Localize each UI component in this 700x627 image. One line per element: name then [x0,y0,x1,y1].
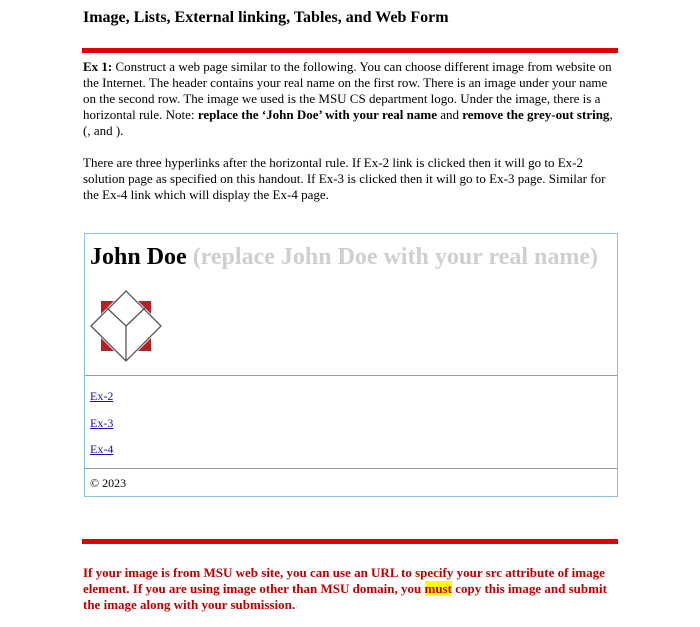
example-page-frame [84,233,618,497]
bottom-red-rule [82,539,618,544]
top-red-rule [82,48,618,53]
ex-3-link[interactable]: Ex-3 [90,416,114,430]
example-horizontal-rule [85,375,617,376]
page-title: Image, Lists, External linking, Tables, and Web Form [83,9,449,26]
msu-cs-logo-icon [90,290,162,362]
example-name: John Doe [90,244,187,270]
ex-4-link[interactable]: Ex-4 [90,442,114,456]
must-highlight: must [424,581,452,596]
image-source-warning: If your image is from MSU web site, you can use an URL to specify your src attribute of image element. If you are using image other than MSU domain, you must copy this image and submit the image along with your submission. [83,565,607,612]
ex-2-link[interactable]: Ex-2 [90,389,114,403]
hyperlinks-instructions: There are three hyperlinks after the horizontal rule. If Ex-2 link is clicked then it will go to Ex-2 solution page as specified on this handout. If Ex-3 is clicked then it will go to Ex-3 page. Similar for the Ex-4 link which will display the Ex-4 page. [83,155,606,202]
exercise-1-instructions: Ex 1: Construct a web page similar to the following. You can choose different image from website on the Internet. The header contains your real name on the first row. There is an image under your name on the second row. The image we used is the MSU CS department logo. Under the image, there is a horizontal rule. Note: replace the ‘John Doe’ with your real name and remove the grey-out string, (, and ). [83,59,613,138]
exercise-label: Ex 1: [83,59,113,74]
grey-out-note: (replace John Doe with your real name) [192,244,598,270]
example-header [90,244,598,271]
footer-rule [85,468,617,469]
copyright-text: © 2023 [90,476,127,490]
